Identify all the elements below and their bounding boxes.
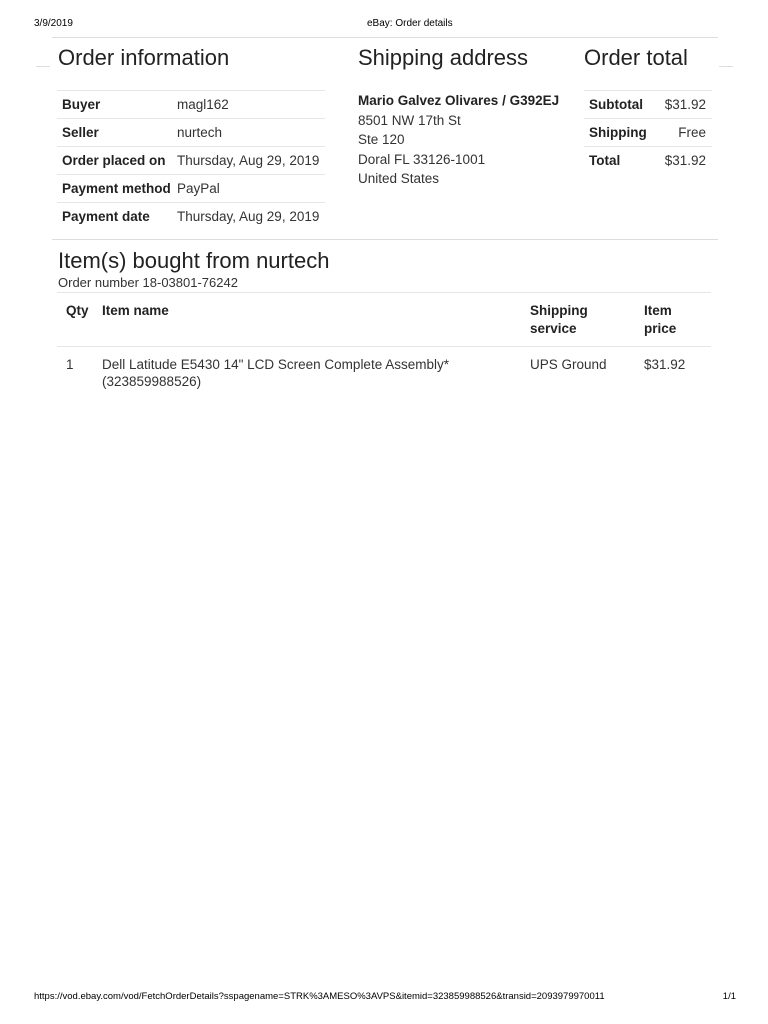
order-information-title: Order information: [58, 45, 230, 70]
item-name-cell: [93, 347, 521, 391]
print-footer: [34, 991, 736, 1005]
qty-header: Qty: [57, 293, 93, 347]
payment-date-value: Thursday, Aug 29, 2019: [172, 203, 325, 231]
section-divider: [52, 239, 718, 240]
payment-method-value: PayPal: [172, 175, 325, 203]
info-label: Payment method: [57, 175, 172, 203]
order-total-title: Order total: [584, 45, 688, 70]
item-shipping-service: UPS Ground: [530, 357, 607, 372]
right-tick: [719, 66, 733, 67]
items-header-row: [57, 293, 711, 347]
print-page-number: 1/1: [722, 991, 736, 1002]
item-price-header: [635, 293, 711, 347]
left-tick: [36, 66, 50, 67]
items-title: Item(s) bought from nurtech: [58, 248, 330, 273]
order-information-table: [57, 90, 325, 230]
order-total-table: [584, 90, 712, 174]
item-id: (323859988526): [102, 374, 202, 389]
item-price-header-line-1: Item: [644, 303, 672, 318]
address-line-2: Ste 120: [358, 132, 405, 147]
item-price: $31.92: [644, 357, 686, 372]
info-row-seller: [57, 119, 325, 147]
top-divider: [52, 37, 718, 38]
subtotal-value: $31.92: [654, 91, 712, 119]
info-row-order-placed: [57, 147, 325, 175]
recipient-name: Mario Galvez Olivares / G392EJ: [358, 93, 560, 108]
address-country: United States: [358, 171, 440, 186]
item-name-header: Item name: [93, 293, 521, 347]
total-label: Subtotal: [584, 91, 654, 119]
total-row-subtotal: [584, 91, 712, 119]
shipping-service-header-line-2: service: [530, 321, 577, 336]
shipping-address-title: Shipping address: [358, 45, 529, 70]
info-label: Seller: [57, 119, 172, 147]
buyer-value: magl162: [172, 91, 325, 119]
item-name: Dell Latitude E5430 14" LCD Screen Complete Assembly*: [102, 357, 449, 372]
address-line-3: Doral FL 33126-1001: [358, 151, 486, 167]
print-date: 3/9/2019: [34, 18, 73, 29]
print-url: https://vod.ebay.com/vod/FetchOrderDetails?sspagename=STRK%3AMESO%3AVPS&itemid=323859988526&transid=2093979970011: [34, 991, 605, 1002]
total-row-shipping: [584, 119, 712, 147]
info-row-buyer: [57, 91, 325, 119]
total-label: Total: [584, 147, 654, 175]
info-label: Order placed on: [57, 147, 172, 175]
info-label: Buyer: [57, 91, 172, 119]
shipping-address-block: [358, 91, 559, 189]
total-label: Shipping: [584, 119, 654, 147]
shipping-service-header-line-1: Shipping: [530, 303, 588, 318]
table-row: [57, 347, 711, 391]
print-header: [34, 18, 734, 32]
item-qty: 1: [66, 357, 74, 372]
shipping-service-header: [521, 293, 635, 347]
item-price-header-line-2: price: [644, 321, 677, 336]
total-row-total: [584, 147, 712, 175]
shipping-cost-value: Free: [654, 119, 712, 147]
order-placed-value: Thursday, Aug 29, 2019: [172, 147, 325, 175]
order-number: Order number 18-03801-76242: [58, 275, 238, 290]
info-row-payment-date: [57, 203, 325, 231]
info-row-payment-method: [57, 175, 325, 203]
total-value: $31.92: [654, 147, 712, 175]
info-label: Payment date: [57, 203, 172, 231]
seller-value: nurtech: [172, 119, 325, 147]
address-line-1: 8501 NW 17th St: [358, 112, 461, 128]
print-title: eBay: Order details: [367, 18, 453, 29]
items-table: [57, 292, 711, 390]
